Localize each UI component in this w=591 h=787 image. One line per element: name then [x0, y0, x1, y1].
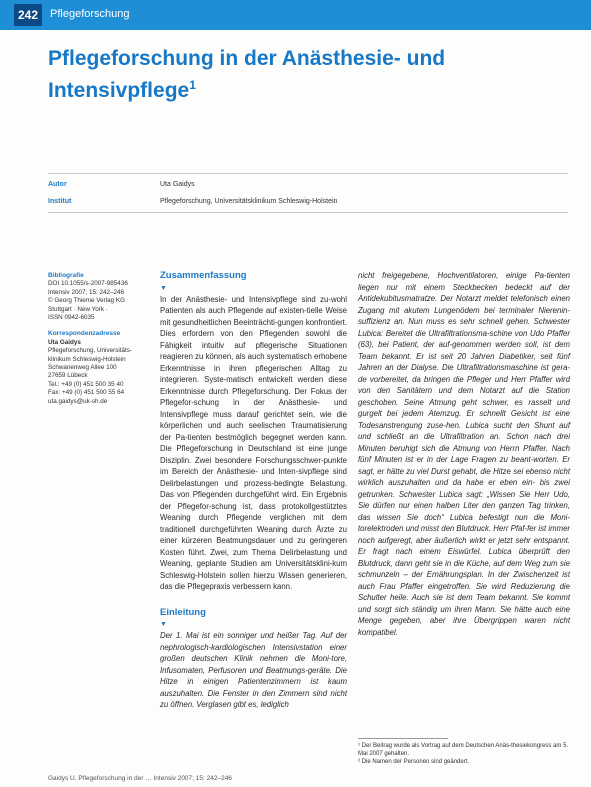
author-value: Uta Gaidys	[160, 181, 195, 188]
contact-heading: Korrespondenzadresse	[48, 330, 121, 338]
abstract-heading: Zusammenfassung	[160, 270, 247, 281]
bibliography-heading: Bibliografie	[48, 272, 84, 279]
column-middle	[160, 270, 347, 711]
abstract-text: In der Anästhesie- und Intensivpflege sind zu-wohl Patienten als auch Pflegende auf existen-tielle Weise mit gesundheitlichen Beeinträchti-gungen konfrontiert. Dies erfordern von den Pflegenden sowohl die Fähigkeit intuitiv auf pflegerische Situationen reagieren zu können, als auch systematisch erhobene Erkenntnisse in ihren pflegerischen Alltag zu integrieren. Syste-matisch entwickelt werden diese Erkenntnisse durch Pflegeforschung. Der Fokus der Pflegefor-schung in der Anästhesie- und Intensivpflege muss darauf gerichtet sein, wie die körperlichen und auch seelischen Traumatisierung der Pa-tienten bestmöglich begegnet werden kann. Die Pflegeforschung in Deutschland ist eine junge Disziplin. Zwei besondere Forschungsschwer-punkte im Bereich der Anästhesie- und Inten-sivpflege sind Delirbelastungen und prozess-bedingte Belastung. Das von Pflegenden durchgeführt wird. Ein Ergebnis der Pflegefor-schung ist, dass protokollgestütztes Weaning durch Pflegende verglichen mit dem traditionell durchgeführten Weaning durch Ärzte zu einer kürzeren Beatmungsdauer und zu geringeren Kosten führt. Zwei, zum Thema Delirbelastung und Weaning, geplante Studien am Universitätsklini-kum Schleswig-Holstein sollen hierzu Wissen generieren, das die Pflegepraxis verbessern kann.	[160, 294, 347, 591]
intro-text: Der 1. Mai ist ein sonniger und heißer Tag. Auf der nephrologisch-kardiologischen Intensivstation einer großen deutschen Klinik nehmen die Moni-tore, Infusomaten, Perfusoren und Beatmungs-geräte. Die Hitze in einigen Patientenzimmern ist kaum auszuhalten. Die Fenster in den Zimmern sind nicht zu öffnen. Verglasen gibt es, lediglich	[160, 631, 347, 709]
article-title-text: Pflegeforschung in der Anästhesie- und Intensivpflege	[48, 47, 446, 102]
biblio-line: Stuttgart · New York ·	[48, 305, 108, 313]
abstract-arrow-icon: ▼	[160, 284, 167, 292]
title-footnote-mark: 1	[189, 78, 196, 92]
institute-label: Institut	[48, 198, 72, 205]
contact-line: Fax: +49 (0) 451 500 55 64	[48, 389, 125, 397]
article-sidebar	[48, 272, 148, 406]
meta-rule-bottom	[48, 212, 568, 213]
institute-value: Pflegeforschung, Universitätsklinikum Schleswig-Holstein	[160, 198, 338, 205]
contact-line: Tel.: +49 (0) 451 500 35 40	[48, 380, 124, 388]
continuation-text: nicht freigegebene, Hochventilatoren, einige Pa-tienten liegen nur mit einem Steckbecken bedeckt auf der Antidekubitusmatratze. Der Notarzt meldet telefonisch einen Zugang mit akutem Lungenödem bei terminaler Nierenin-suffizienz an. Nun muss es sehr schnell gehen. Schwester Lubica: Bereitet die Ultrafiltrationsma-schine von Udo Pfaffer (63), bei Patient, der auf-genommen werden soll, ist dem Team bekannt. Er ist seit 20 Jahren Diabetiker, seit fünf Jahren an der Dialyse. Die Ultrafiltrationsmaschine ist gera-de vorbereitet, da bringen die Pfleger und Herr Pfaffer wird von den Sanitätern und dem Notarzt auf die Station geschoben. Seine Atmung geht schwer, es rasselt und gurgelt bei jedem Atemzug. Er schnellt Gesicht ist eine Todesanstrengung zuse-hen. Lubica sucht den Shunt auf und schließt an die Ultrafiltration an. Schon nach drei Minuten beruhigt sich die Atmung von Herrn Pfaffer. Nach fünf Minuten ist er in der Lage Fragen zu beant-worten. Er sagt, er hätte zu viel Durst gehabt, die Hitze sei ebenso nicht wirklich auszuhalten und da habe er eben ein- bis zwei getrunken. Schwester Lubica sagt: „Wissen Sie Herr Udo, Sie dürfen nur einen halben Liter den ganzen Tag trinken, das wissen Sie doch“ Lubica befestigt nun die Moni-torelektroden und misst den Blutdruck. Herr Pfaf-fer ist immer noch aufgeregt, aber äußerlich wirkt er jetzt sehr entspannt. Er fragt nach einem Eiswürfel. Lubica überprüft den Blutdruck, dann geht sie in die Küche, auf dem Weg zum sie schmunzeln – der Ernährungsplan. In der Zwischenzeit ist auch Frau Pfaffer eingetroffen. Sie wird Reduzierung die Schulter heile. Auch sie ist dem Team bekannt. Sie kommt und sorgt sich ständig um ihren Mann. Sie hätte auch eine Menge gegeben, aber ihre Übergrippen waren nicht kompatibel.	[358, 271, 570, 637]
footnote: ¹ Der Beitrag wurde als Vortrag auf dem Deutschen Anäs-thesiekongress am 5. Mai 2007 gehalten.	[358, 743, 569, 757]
contact-line: 27659 Lübeck	[48, 372, 88, 380]
article-title	[48, 46, 548, 104]
contact-email-link[interactable]: uta.gaidys@uk-sh.de	[48, 397, 108, 405]
intro-heading: Einleitung	[160, 606, 206, 618]
contact-line: Pflegeforschung, Universitäts-	[48, 347, 132, 355]
footnote-rule	[358, 738, 448, 739]
header-band	[0, 0, 591, 30]
page-footer: Gaidys U. Pflegeforschung in der … Intensiv 2007; 15: 242–246	[48, 775, 232, 782]
biblio-line: Intensiv 2007; 15: 242–246	[48, 288, 124, 296]
footnotes	[358, 742, 570, 766]
contact-line: klinikum Schleswig-Holstein	[48, 355, 126, 363]
running-head: Pflegeforschung	[50, 8, 130, 20]
column-right	[358, 270, 570, 638]
contact-line: Schwanenweg Allee 100	[48, 364, 117, 372]
footnote: ² Die Namen der Personen sind geändert.	[358, 759, 470, 765]
author-label: Autor	[48, 181, 67, 188]
intro-arrow-icon: ▼	[160, 621, 167, 628]
contact-name: Uta Gaidys	[48, 338, 81, 346]
meta-rule-top	[48, 173, 568, 174]
page-number: 242	[14, 4, 42, 26]
biblio-line: ISSN 0942-6035	[48, 314, 95, 322]
biblio-line: DOI 10.1055/s-2007-985436	[48, 280, 128, 288]
biblio-line: © Georg Thieme Verlag KG	[48, 297, 125, 305]
